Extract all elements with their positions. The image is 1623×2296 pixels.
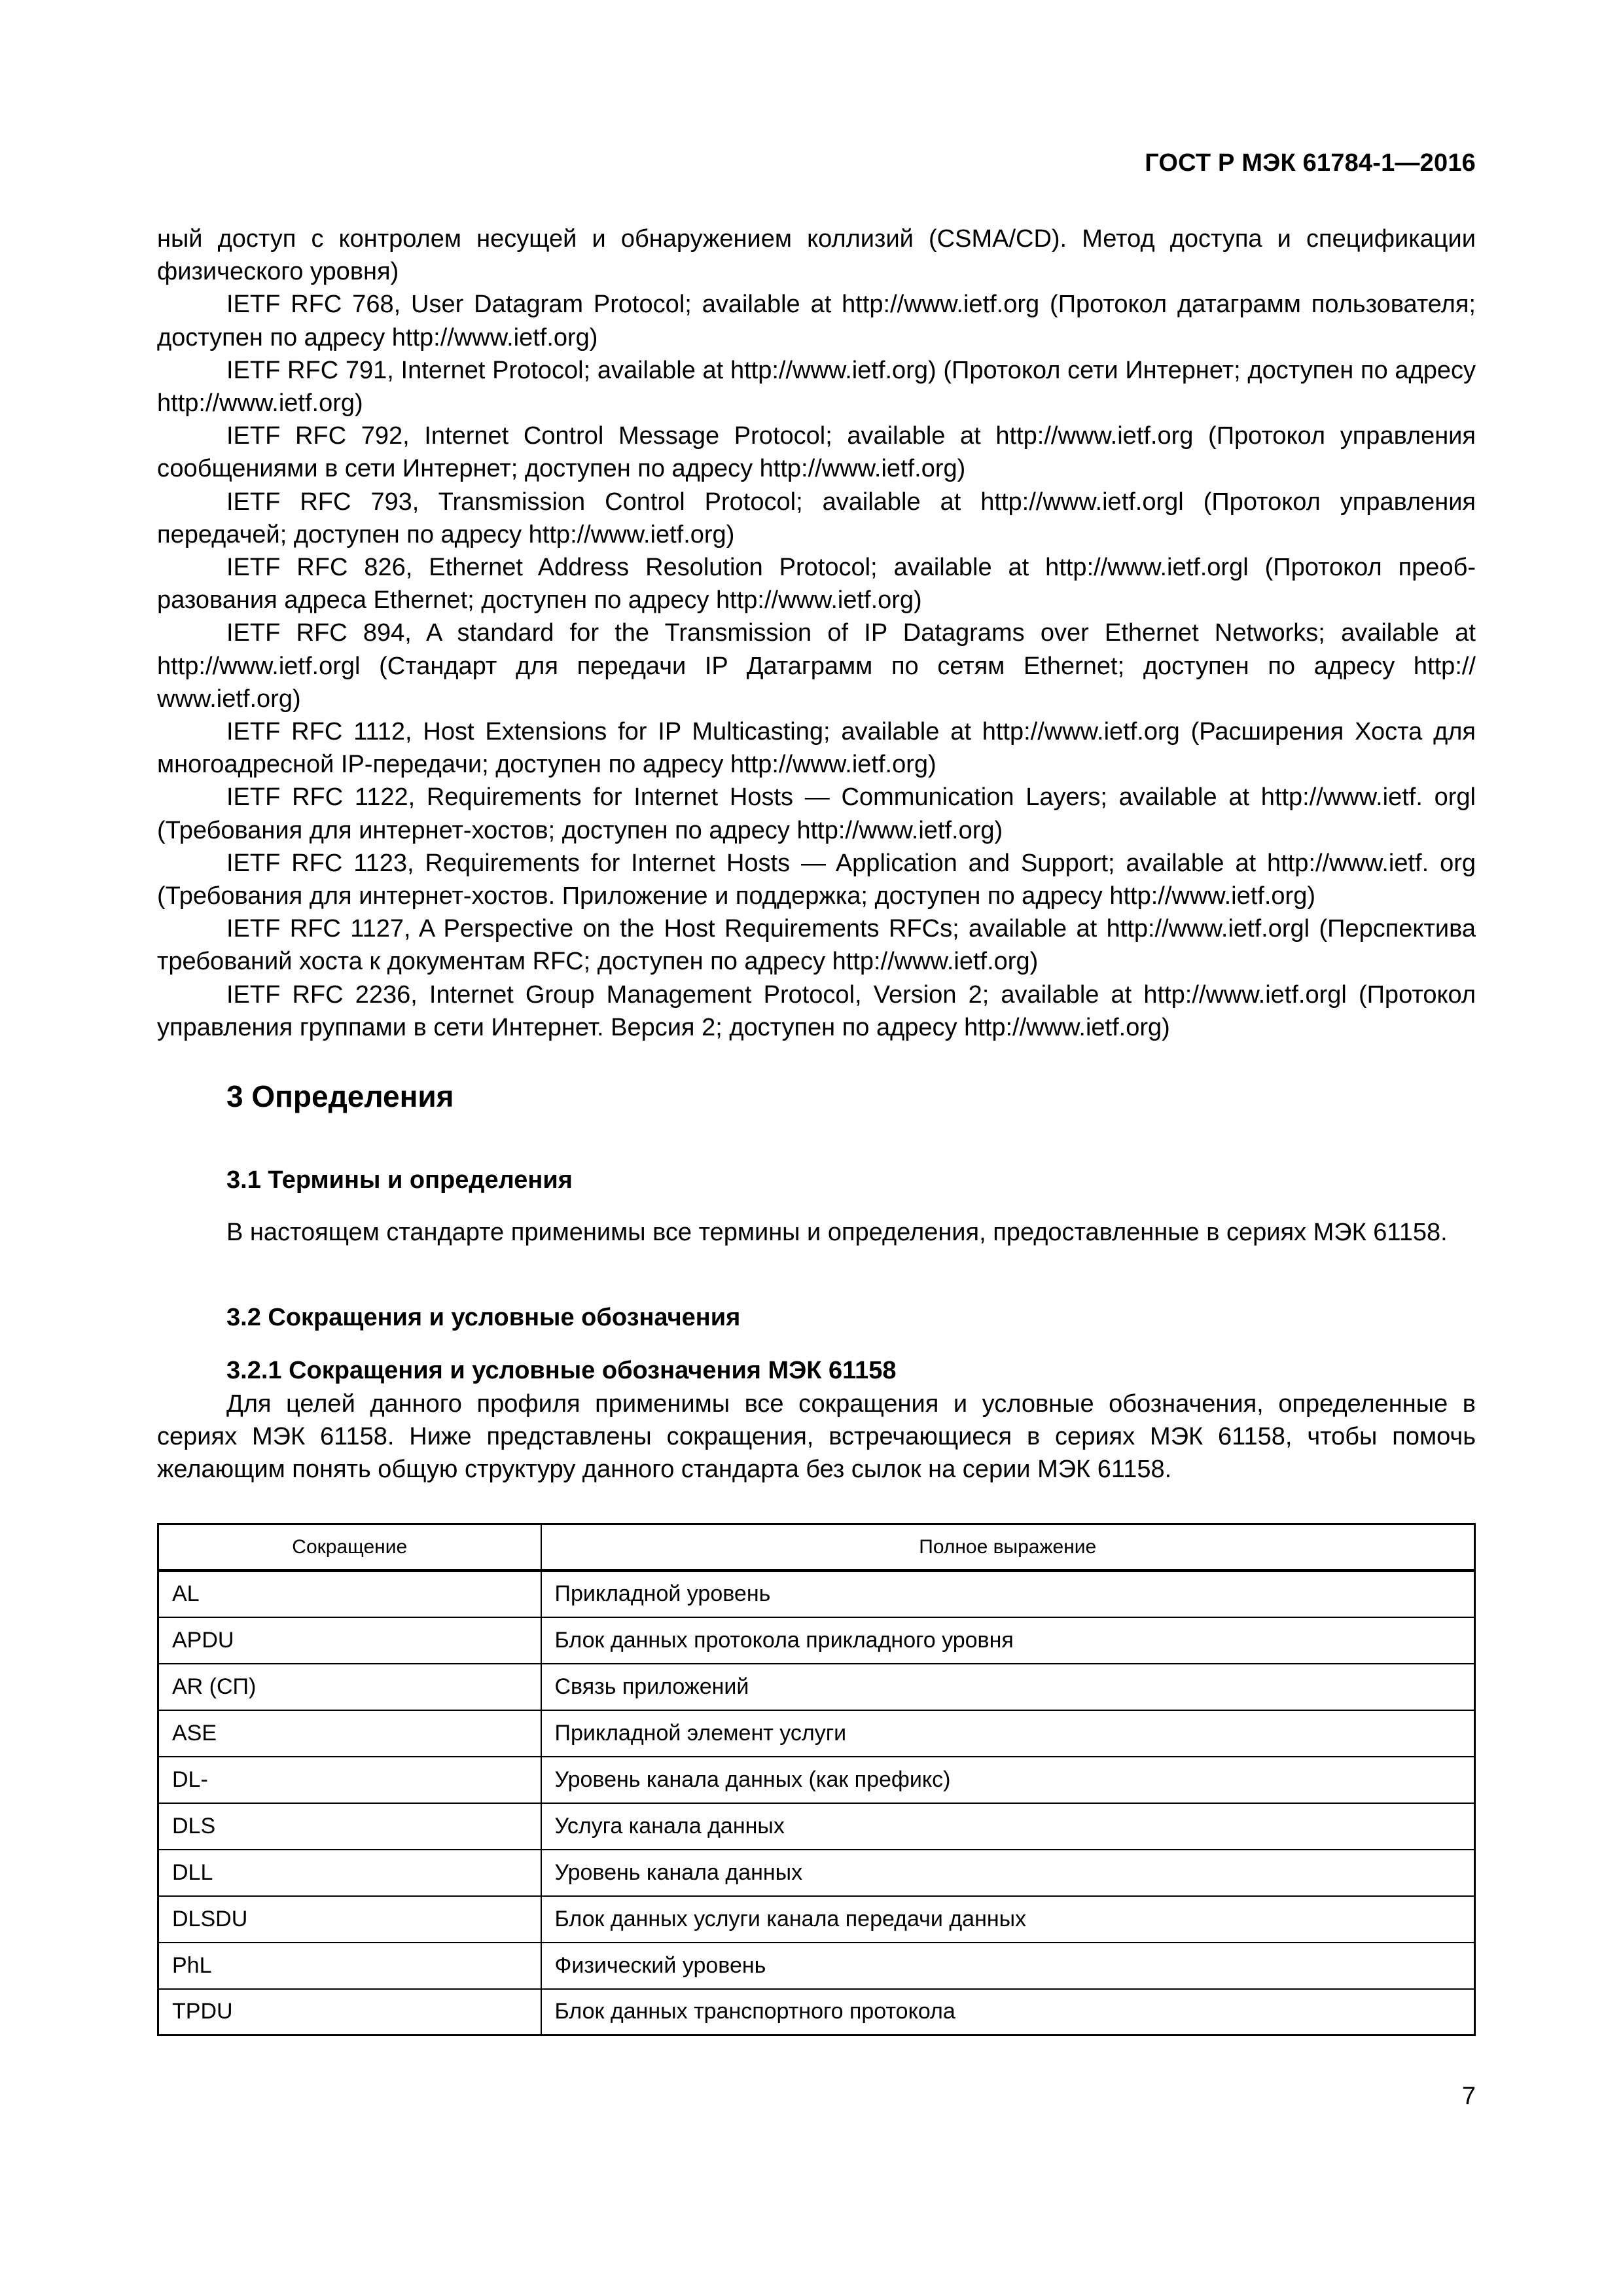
document-page bbox=[157, 0, 1476, 2296]
table-row bbox=[158, 1617, 1475, 1664]
expression-cell: Уровень канала данных (как префикс) bbox=[541, 1757, 1475, 1803]
reference-item: IETF RFC 792, Internet Control Message Protocol; available at http://www.ietf.org (Протокол управления сообщениями в сети Интернет; доступен по адресу http://www.ietf.org) bbox=[157, 422, 1476, 483]
table-row bbox=[158, 1943, 1475, 1989]
table-row bbox=[158, 1757, 1475, 1803]
abbreviation-cell: APDU bbox=[158, 1617, 541, 1664]
table-row bbox=[158, 1710, 1475, 1757]
reference-item: IETF RFC 1122, Requirements for Internet Hosts — Communication Layers; available at http://www.ietf. orgl (Требования для интернет-хостов; доступен по адресу http://www.ietf.org) bbox=[157, 783, 1476, 844]
expression-cell: Прикладной элемент услуги bbox=[541, 1710, 1475, 1757]
reference-item: IETF RFC 1123, Requirements for Internet Hosts — Application and Support; available at http://www.ietf. org (Требования для интернет-хостов. Приложение и поддержка; доступен по адресу http://www.ietf.org) bbox=[157, 849, 1476, 910]
subsection-heading-3-2: 3.2 Сокращения и условные обозначения bbox=[226, 1304, 741, 1331]
expression-cell: Прикладной уровень bbox=[541, 1571, 1475, 1617]
references-list bbox=[157, 223, 1476, 1044]
expression-cell: Блок данных услуги канала передачи данных bbox=[541, 1896, 1475, 1943]
abbreviation-cell: ASE bbox=[158, 1710, 541, 1757]
abbreviation-cell: DLL bbox=[158, 1850, 541, 1896]
abbreviation-cell: AR (СП) bbox=[158, 1664, 541, 1710]
reference-item: IETF RFC 894, A standard for the Transmission of IP Datagrams over Ethernet Networks; available at http://www.ietf.orgl (Стандарт для передачи IP Датаграмм по сетям Ethernet; доступен по адресу http:// www.ietf.org) bbox=[157, 619, 1476, 713]
document-header: ГОСТ Р МЭК 61784-1—2016 bbox=[1145, 149, 1476, 177]
subsection-heading-3-1: 3.1 Термины и определения bbox=[226, 1166, 573, 1194]
section-heading: 3 Определения bbox=[226, 1079, 454, 1113]
expression-cell: Уровень канала данных bbox=[541, 1850, 1475, 1896]
paragraph-text: Для целей данного профиля применимы все сокращения и условные обозначения, определенные в сериях МЭК 61158. Ниже представлены сокращения, встречающиеся в сериях МЭК 61158, чтобы помочь желающим понять общую структуру данного стандарта без сылок на серии МЭК 61158. bbox=[157, 1390, 1476, 1484]
reference-item: IETF RFC 826, Ethernet Address Resolution Protocol; available at http://www.ietf.orgl (Протокол преобразования адреса Ethernet; доступен по адресу http://www.ietf.org) bbox=[157, 554, 1476, 615]
abbreviations-table bbox=[157, 1523, 1476, 2036]
table-header-row bbox=[158, 1524, 1475, 1571]
column-header-full-expression: Полное выражение bbox=[541, 1524, 1475, 1571]
abbreviation-cell: PhL bbox=[158, 1943, 541, 1989]
table-row bbox=[158, 1989, 1475, 2036]
expression-cell: Блок данных транспортного протокола bbox=[541, 1989, 1475, 2036]
reference-item: IETF RFC 768, User Datagram Protocol; available at http://www.ietf.org (Протокол датаграмм пользователя; доступен по адресу http://www.ietf.org) bbox=[157, 291, 1476, 351]
abbreviation-cell: DL- bbox=[158, 1757, 541, 1803]
reference-item: IETF RFC 793, Transmission Control Protocol; available at http://www.ietf.orgl (Протокол управления передачей; доступен по адресу http://www.ietf.org) bbox=[157, 488, 1476, 548]
reference-item: IETF RFC 791, Internet Protocol; available at http://www.ietf.org) (Протокол сети Интернет; доступен по адресу http://www.ietf.org) bbox=[157, 356, 1476, 418]
table-row bbox=[158, 1571, 1475, 1617]
paragraph-text: В настоящем стандарте применимы все термины и определения, предоставленные в сериях МЭК 61158. bbox=[226, 1219, 1448, 1246]
paragraph-3-1 bbox=[157, 1216, 1476, 1249]
expression-cell: Услуга канала данных bbox=[541, 1803, 1475, 1850]
abbreviation-cell: AL bbox=[158, 1571, 541, 1617]
table-row bbox=[158, 1896, 1475, 1943]
abbreviation-cell: TPDU bbox=[158, 1989, 541, 2036]
reference-continuation: ный доступ с контролем несущей и обнаружением коллизий (CSMA/CD). Метод доступа и спецификации физического уровня) bbox=[157, 225, 1476, 286]
reference-item: IETF RFC 1127, A Perspective on the Host Requirements RFCs; available at http://www.ietf.orgl (Перспектива требований хоста к документам RFC; доступен по адресу http://www.ietf.org) bbox=[157, 915, 1476, 976]
column-header-abbreviation: Сокращение bbox=[158, 1524, 541, 1571]
expression-cell: Физический уровень bbox=[541, 1943, 1475, 1989]
expression-cell: Блок данных протокола прикладного уровня bbox=[541, 1617, 1475, 1664]
abbreviation-cell: DLS bbox=[158, 1803, 541, 1850]
reference-item: IETF RFC 1112, Host Extensions for IP Multicasting; available at http://www.ietf.org (Расширения Хоста для многоадресной IP-передачи; доступен по адресу http://www.ietf.org) bbox=[157, 718, 1476, 779]
table-row bbox=[158, 1664, 1475, 1710]
subsection-heading-3-2-1: 3.2.1 Сокращения и условные обозначения МЭК 61158 bbox=[226, 1357, 897, 1384]
table-row bbox=[158, 1803, 1475, 1850]
paragraph-3-2-1 bbox=[157, 1388, 1476, 1486]
abbreviation-cell: DLSDU bbox=[158, 1896, 541, 1943]
reference-item: IETF RFC 2236, Internet Group Management Protocol, Version 2; available at http://www.ietf.orgl (Протокол управления группами в сети Интернет. Версия 2; доступен по адресу http://www.ietf.org) bbox=[157, 980, 1476, 1041]
page-number: 7 bbox=[1461, 2083, 1476, 2110]
expression-cell: Связь приложений bbox=[541, 1664, 1475, 1710]
table-row bbox=[158, 1850, 1475, 1896]
